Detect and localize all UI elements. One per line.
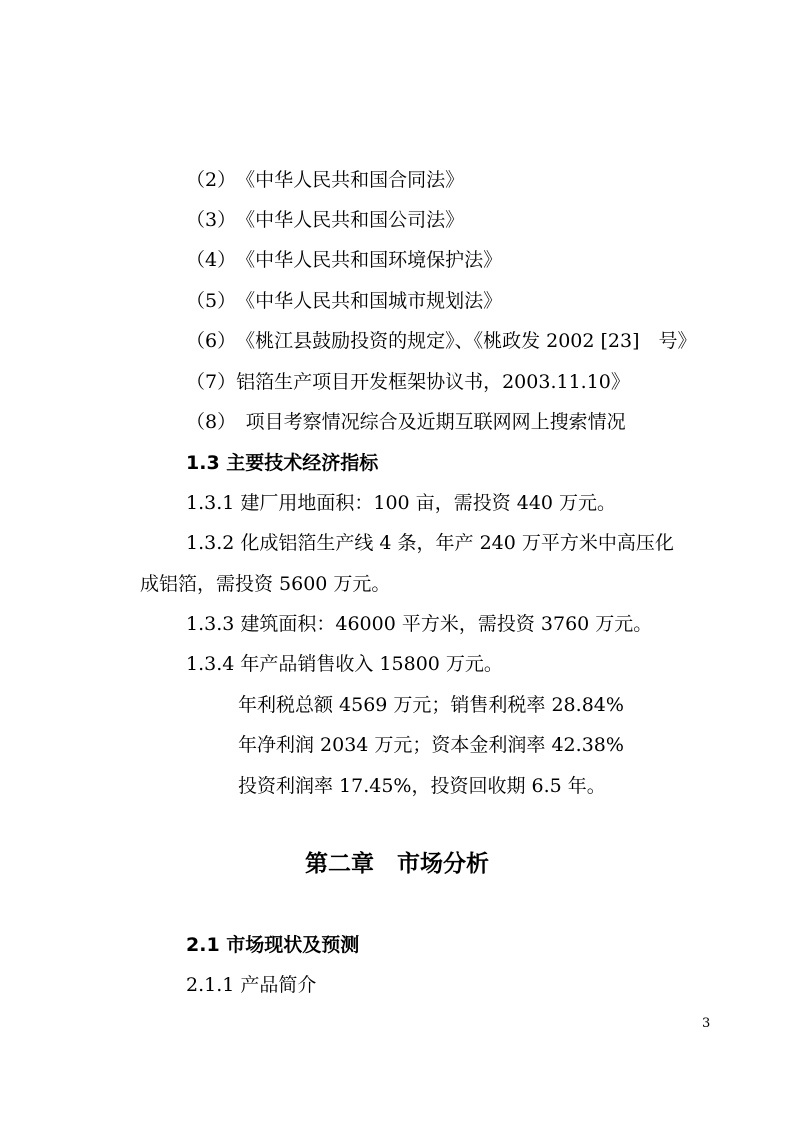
reference-item-6: （6） 《桃江县鼓励投资的规定》、《桃政发 2002 [23] 号》 (186, 330, 697, 352)
indicator-1-3-3: 1.3.3 建筑面积：46000 平方米，需投资 3760 万元。 (186, 613, 653, 635)
indicator-sub-return: 投资利润率 17.45%，投资回收期 6.5 年。 (238, 775, 606, 797)
reference-item-5: （5） 《中华人民共和国城市规划法》 (186, 290, 503, 312)
reference-item-4: （4） 《中华人民共和国环境保护法》 (186, 249, 503, 271)
indicator-1-3-2-line1: 1.3.2 化成铝箔生产线 4 条，年产 240 万平方米中高压化 (186, 532, 674, 554)
indicator-1-3-1: 1.3.1 建厂用地面积：100 亩，需投资 440 万元。 (186, 492, 617, 514)
indicator-sub-profit: 年净利润 2034 万元；资本金利润率 42.38% (238, 734, 624, 756)
page-number: 3 (702, 1016, 711, 1031)
reference-item-8: （8） 项目考察情况综合及近期互联网网上搜索情况 (186, 411, 626, 433)
chapter-title: 第二章 市场分析 (305, 851, 489, 877)
indicator-1-3-4: 1.3.4 年产品销售收入 15800 万元。 (186, 653, 503, 675)
reference-item-7: （7）铝箔生产项目开发框架协议书，2003.11.10》 (186, 371, 630, 393)
reference-item-3: （3） 《中华人民共和国公司法》 (186, 209, 465, 231)
indicator-1-3-2-line2: 成铝箔，需投资 5600 万元。 (140, 573, 391, 595)
subsection-2-1-1: 2.1.1 产品简介 (186, 974, 317, 996)
reference-item-2: （2） 《中华人民共和国合同法》 (186, 169, 465, 191)
section-heading-2-1: 2.1 市场现状及预测 (186, 934, 360, 956)
section-heading-1-3: 1.3 主要技术经济指标 (186, 452, 379, 474)
indicator-sub-tax: 年利税总额 4569 万元；销售利税率 28.84% (238, 694, 624, 716)
